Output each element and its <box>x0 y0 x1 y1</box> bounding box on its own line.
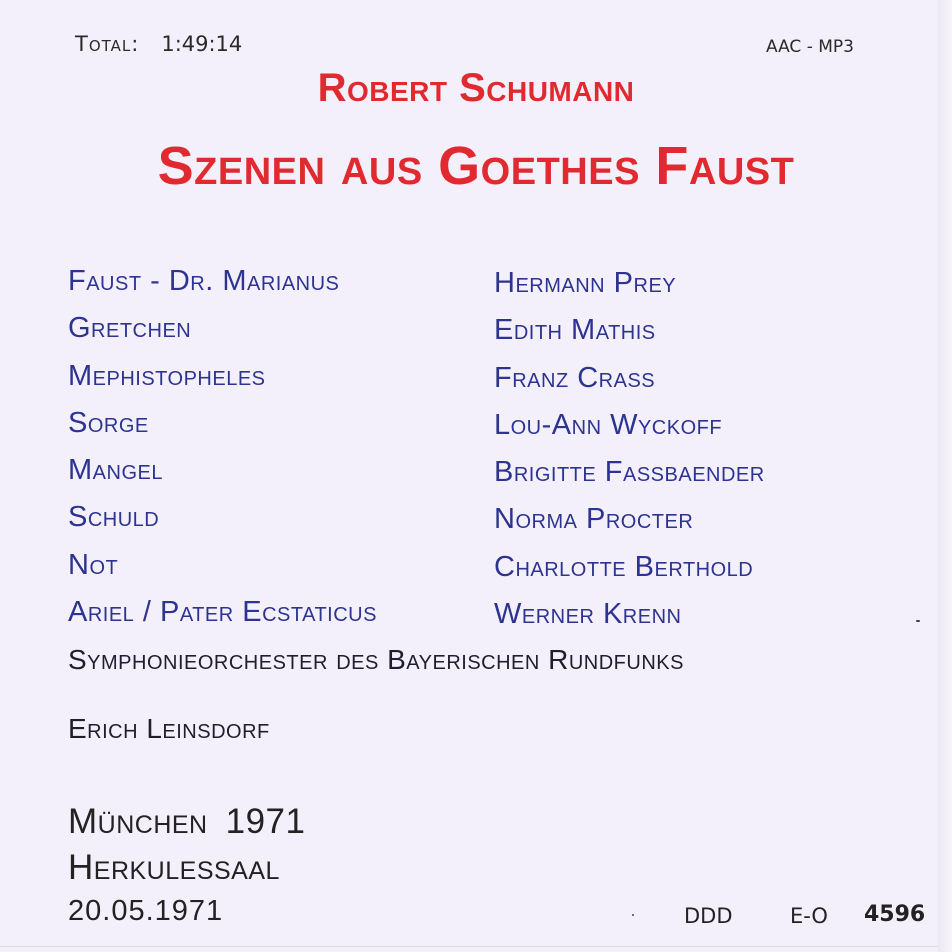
recording-year: 1971 <box>225 802 306 841</box>
cast-row <box>68 596 868 643</box>
total-duration <box>75 32 242 56</box>
total-label: Total: <box>75 32 140 56</box>
ddd-code: DDD <box>684 904 733 928</box>
orchestra-name: Symphonieorchester des Bayerischen Rundfunks <box>68 644 684 675</box>
cast-row <box>68 454 868 501</box>
cast-singer: Hermann Prey <box>494 267 677 299</box>
label-code: E-O <box>790 904 828 928</box>
work-title: Szenen aus Goethes Faust <box>157 136 795 196</box>
print-speck <box>916 620 920 622</box>
cast-singer: Brigitte Fassbaender <box>494 456 765 489</box>
cast-singer: Charlotte Berthold <box>494 550 754 583</box>
cast-row <box>68 407 868 454</box>
cast-role: Ariel / Pater Ecstaticus <box>68 596 377 629</box>
cast-row <box>68 265 868 312</box>
cast-role: Mangel <box>68 454 163 487</box>
total-time: 1:49:14 <box>161 32 243 56</box>
print-speck <box>632 914 634 916</box>
cast-singer: Norma Procter <box>494 503 694 536</box>
recording-city: München <box>68 802 208 841</box>
cast-role: Not <box>68 548 119 581</box>
cast-row <box>68 549 868 596</box>
cast-role: Schuld <box>68 501 160 534</box>
recording-place <box>68 802 305 842</box>
conductor-name: Erich Leinsdorf <box>68 713 270 744</box>
recording-venue: Herkulessaal <box>68 848 280 887</box>
audio-format: AAC - MP3 <box>766 37 854 57</box>
composer-name: Robert Schumann <box>317 66 635 110</box>
cast-role: Gretchen <box>68 312 192 345</box>
cast-singer: Werner Krenn <box>494 598 682 631</box>
cast-row <box>68 501 868 548</box>
recording-date: 20.05.1971 <box>68 895 224 927</box>
cast-list <box>68 265 868 643</box>
cast-singer: Lou-Ann Wyckoff <box>494 408 723 441</box>
catalog-number: 4596 <box>864 902 926 927</box>
cast-singer: Edith Mathis <box>494 314 656 347</box>
cast-singer: Franz Crass <box>494 361 656 394</box>
cast-role: Faust - Dr. Marianus <box>68 265 340 297</box>
cast-role: Mephistopheles <box>68 359 266 392</box>
cast-role: Sorge <box>68 406 149 439</box>
cast-row <box>68 360 868 407</box>
cast-row <box>68 312 868 359</box>
